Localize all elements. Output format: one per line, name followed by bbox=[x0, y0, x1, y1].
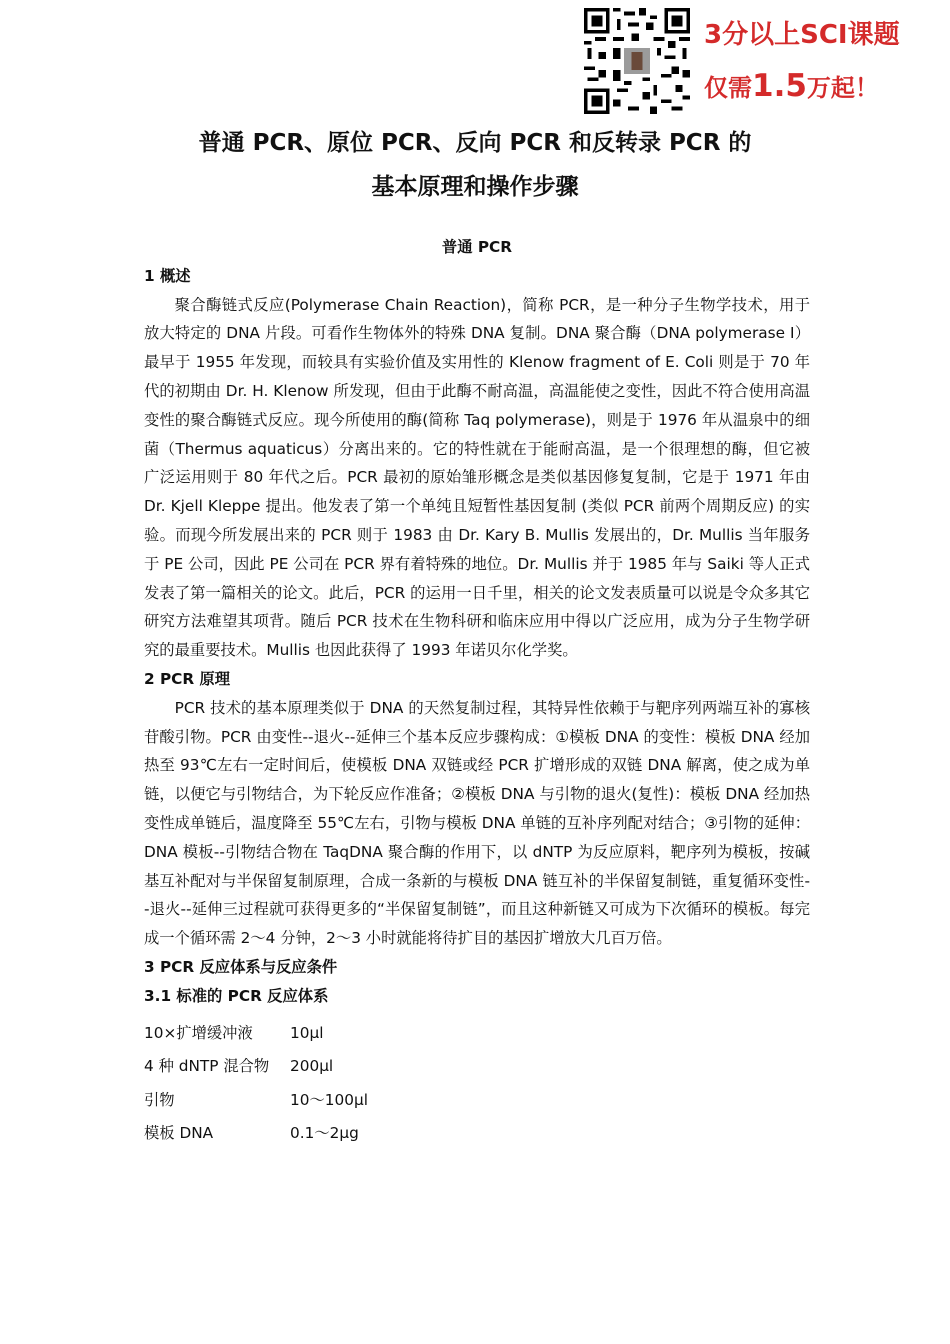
subheading-standard-system: 3.1 标准的 PCR 反应体系 bbox=[144, 986, 329, 1005]
section-title: 普通 PCR bbox=[441, 238, 513, 256]
ad-price-suffix: 万起！ bbox=[806, 74, 879, 102]
reagent-amount: 10～100μl bbox=[290, 1090, 368, 1109]
document-title-line2: 基本原理和操作步骤 bbox=[371, 174, 579, 200]
paragraph-overview: 聚合酶链式反应(Polymerase Chain Reaction)，简称 PCR，是一种分子生物学技术，用于放大特定的 DNA 片段。可看作生物体外的特殊 DNA 复制。DNA 聚合酶（DNA polymerase I）最早于 1955 年发现，而较具有实验价值及实用性的 Klenow fragment of E. Coli 则是于 70 年代的初期由 Dr. H. Klenow 所发现，但由于此酶不耐高温，高温能使之变性，因此不符合使用高温变性的聚合酶链式反应。现今所使用的酶(简称 Taq polymerase)，则是于 1976 年从温泉中的细菌（Thermus aquaticus）分离出来的。它的特性就在于能耐高温，是一个很理想的酶，但它被广泛运用则于 80 年代之后。PCR 最初的原始雏形概念是类似基因修复复制，它是于 1971 年由 Dr. Kjell Kleppe 提出。他发表了第一个单纯且短暂性基因复制 (类似 PCR 前两个周期反应) 的实验。而现今所发展出来的 PCR 则于 1983 由 Dr. Kary B. Mullis 发展出的，Dr. Mullis 当年服务于 PE 公司，因此 PE 公司在 PCR 界有着特殊的地位。Dr. Mullis 并于 1985 年与 Saiki 等人正式发表了第一篇相关的论文。此后，PCR 的运用一日千里，相关的论文发表质量可以说是令众多其它研究方法难望其项背。随后 PCR 技术在生物科研和临床应用中得以广泛应用，成为分子生物学研究的最重要技术。Mullis 也因此获得了 1993 年诺贝尔化学奖。 bbox=[144, 295, 810, 660]
heading-principle: 2 PCR 原理 bbox=[144, 669, 231, 688]
ad-banner-line1: 3分以上SCI课题 bbox=[704, 20, 900, 50]
reagent-row bbox=[144, 1117, 810, 1151]
reagent-row bbox=[144, 1084, 810, 1118]
reagent-amount: 0.1～2μg bbox=[290, 1124, 359, 1143]
document-body bbox=[144, 233, 810, 1151]
paragraph-principle: PCR 技术的基本原理类似于 DNA 的天然复制过程，其特异性依赖于与靶序列两端互补的寡核苷酸引物。PCR 由变性--退火--延伸三个基本反应步骤构成：①模板 DNA 的变性：模板 DNA 经加热至 93℃左右一定时间后，使模板 DNA 双链或经 PCR 扩增形成的双链 DNA 解离，使之成为单链，以便它与引物结合，为下轮反应作准备；②模板 DNA 与引物的退火(复性)：模板 DNA 经加热变性成单链后，温度降至 55℃左右，引物与模板 DNA 单链的互补序列配对结合；③引物的延伸：DNA 模板--引物结合物在 TaqDNA 聚合酶的作用下，以 dNTP 为反应原料，靶序列为模板，按碱基互补配对与半保留复制原理，合成一条新的与模板 DNA 链互补的半保留复制链，重复循环变性--退火--延伸三过程就可获得更多的“半保留复制链”，而且这种新链又可成为下次循环的模板。每完成一个循环需 2～4 分钟，2～3 小时就能将待扩目的基因扩增放大几百万倍。 bbox=[144, 698, 810, 948]
reagent-name: 模板 DNA bbox=[144, 1124, 214, 1143]
reagent-row bbox=[144, 1050, 810, 1084]
ad-price-number: 1.5 bbox=[752, 68, 807, 104]
reagent-row bbox=[144, 1017, 810, 1051]
reagent-name: 4 种 dNTP 混合物 bbox=[144, 1057, 270, 1076]
document-title-line1: 普通 PCR、原位 PCR、反向 PCR 和反转录 PCR 的 bbox=[198, 130, 752, 156]
reagent-name: 引物 bbox=[144, 1090, 175, 1109]
reagent-amount: 200μl bbox=[290, 1057, 334, 1076]
ad-banner-line2 bbox=[704, 68, 879, 104]
reagent-name: 10×扩增缓冲液 bbox=[144, 1023, 253, 1042]
heading-overview: 1 概述 bbox=[144, 266, 191, 285]
heading-reaction-system: 3 PCR 反应体系与反应条件 bbox=[144, 957, 338, 976]
reagent-amount: 10μl bbox=[290, 1023, 324, 1042]
qr-code-image bbox=[584, 8, 690, 114]
ad-price-prefix: 仅需 bbox=[704, 74, 752, 102]
